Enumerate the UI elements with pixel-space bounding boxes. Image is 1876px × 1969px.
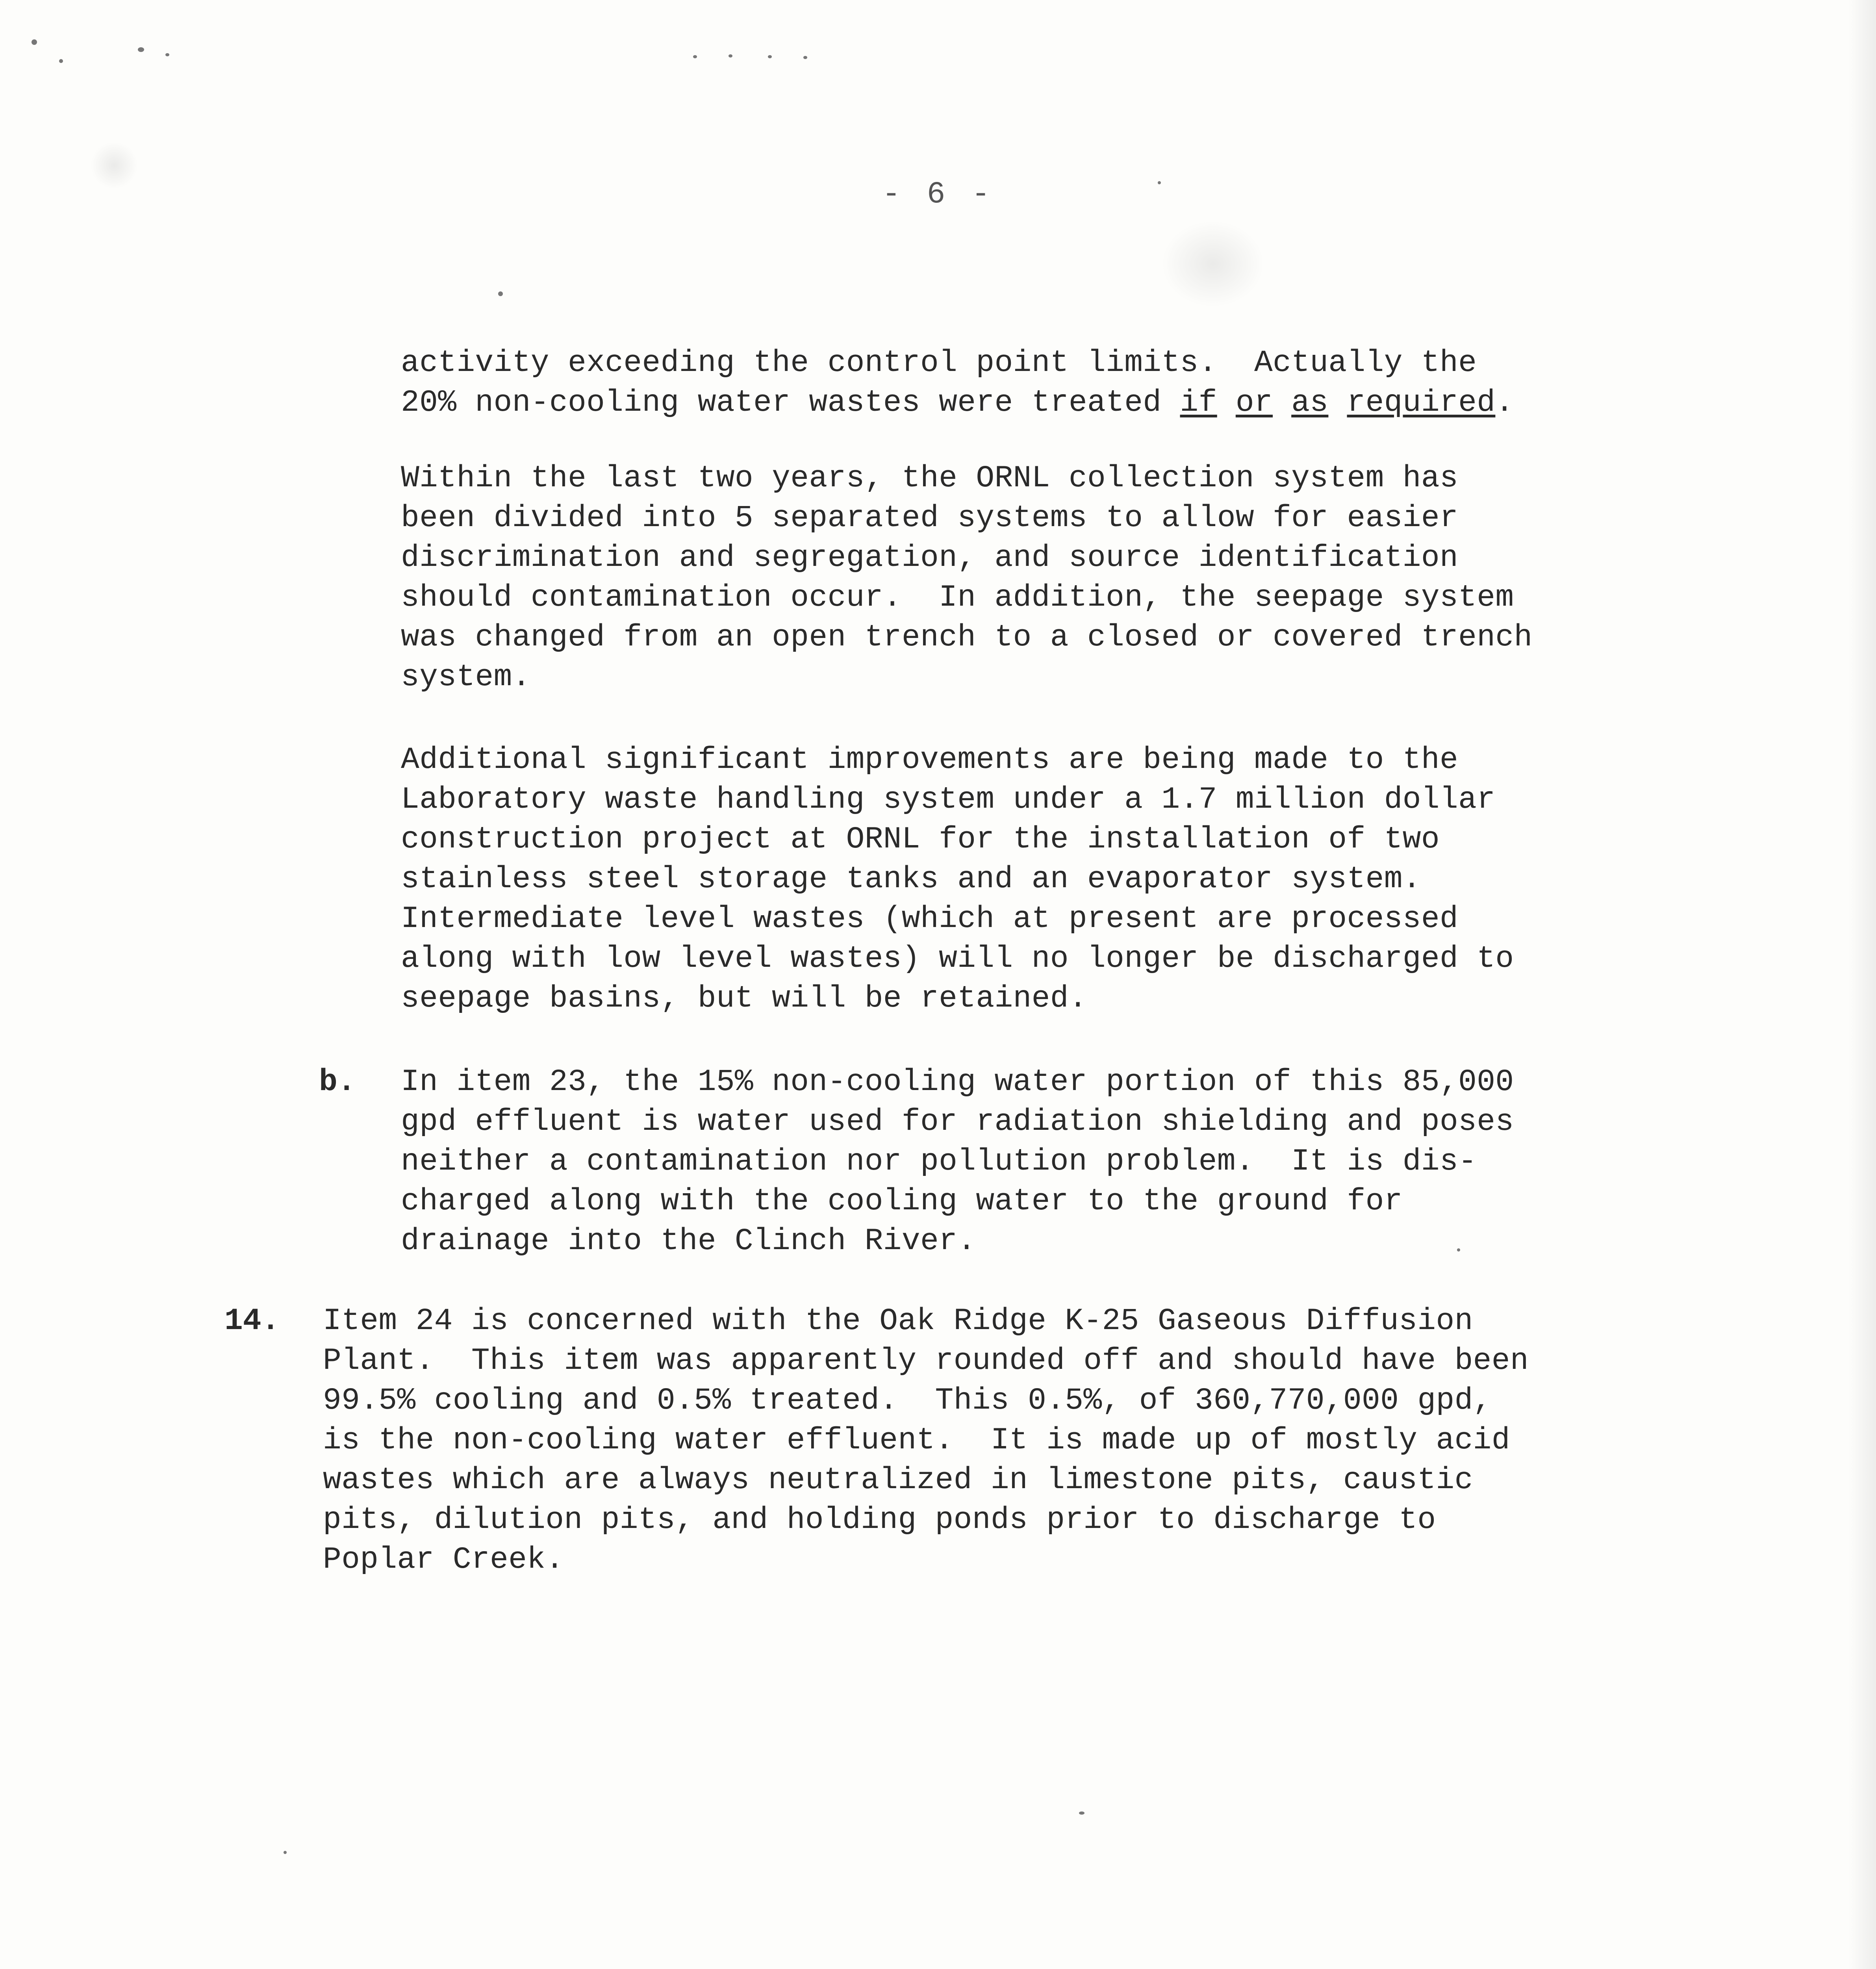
paragraph-line: 99.5% cooling and 0.5% treated. This 0.5%, of 360,770,000 gpd, — [323, 1383, 1492, 1418]
scan-speck — [768, 55, 772, 58]
paragraph-line: pits, dilution pits, and holding ponds prior to discharge to — [323, 1503, 1436, 1537]
paragraph-line: Item 24 is concerned with the Oak Ridge K-25 Gaseous Diffusion — [323, 1304, 1473, 1339]
paragraph-1-line-1: activity exceeding the control point limits. Actually the — [401, 346, 1477, 380]
paragraph-line: wastes which are always neutralized in limestone pits, caustic — [323, 1463, 1473, 1498]
paragraph-1 — [401, 343, 1514, 423]
page-number: - 6 - — [882, 177, 994, 212]
paragraph-line: drainage into the Clinch River. — [401, 1224, 976, 1259]
paragraph-3 — [401, 740, 1514, 1019]
paragraph-line: Intermediate level wastes (which at present are processed — [401, 902, 1459, 936]
item-14-text — [323, 1302, 1529, 1580]
underlined-as: as — [1291, 386, 1329, 420]
page-edge-shadow — [1848, 0, 1876, 1969]
line-2-text: 20% non-cooling water wastes were treated — [401, 386, 1180, 420]
paragraph-line: Additional significant improvements are being made to the — [401, 743, 1459, 777]
paragraph-line: charged along with the cooling water to the ground for — [401, 1184, 1403, 1219]
paragraph-line: stainless steel storage tanks and an evaporator system. — [401, 862, 1421, 897]
paragraph-line: should contamination occur. In addition, the seepage system — [401, 580, 1514, 615]
paragraph-line: is the non-cooling water effluent. It is made up of mostly acid — [323, 1423, 1510, 1458]
underlined-required: required — [1347, 386, 1496, 420]
paragraph-line: discrimination and segregation, and source identification — [401, 541, 1459, 575]
scan-speck — [138, 47, 144, 52]
paragraph-line: Poplar Creek. — [323, 1543, 564, 1577]
paragraph-line: Laboratory waste handling system under a 1.7 million dollar — [401, 782, 1496, 817]
paragraph-line: neither a contamination nor pollution problem. It is dis- — [401, 1144, 1477, 1179]
paragraph-line: In item 23, the 15% non-cooling water portion of this 85,000 — [401, 1065, 1514, 1099]
underlined-if: if — [1180, 386, 1217, 420]
paragraph-line: along with low level wastes) will no longer be discharged to — [401, 942, 1514, 976]
paragraph-line: was changed from an open trench to a closed or covered trench — [401, 620, 1533, 655]
paragraph-1-line-2 — [401, 386, 1514, 420]
paragraph-line: construction project at ORNL for the installation of two — [401, 822, 1440, 857]
scan-smudge — [1162, 221, 1264, 307]
underlined-or: or — [1235, 386, 1273, 420]
paragraph-line: Within the last two years, the ORNL collection system has — [401, 461, 1459, 496]
scan-speck — [284, 1851, 287, 1854]
scan-speck — [729, 54, 732, 57]
paragraph-line: Plant. This item was apparently rounded off and should have been — [323, 1344, 1529, 1378]
item-14-label: 14. — [224, 1304, 280, 1339]
scan-speck — [32, 39, 37, 45]
scan-speck — [693, 55, 697, 58]
scan-speck — [1079, 1811, 1084, 1815]
paragraph-line: system. — [401, 660, 531, 695]
item-b-text — [401, 1062, 1514, 1261]
scan-speck — [498, 291, 503, 296]
scan-speck — [803, 56, 807, 59]
paragraph-line: seepage basins, but will be retained. — [401, 981, 1087, 1016]
scan-speck — [165, 53, 169, 56]
scan-speck — [59, 59, 63, 63]
paragraph-line: gpd effluent is water used for radiation shielding and poses — [401, 1105, 1514, 1139]
paragraph-line: been divided into 5 separated systems to allow for easier — [401, 501, 1459, 536]
paragraph-2 — [401, 459, 1533, 697]
item-b-label: b. — [319, 1065, 356, 1099]
line-2-period: . — [1495, 386, 1514, 420]
